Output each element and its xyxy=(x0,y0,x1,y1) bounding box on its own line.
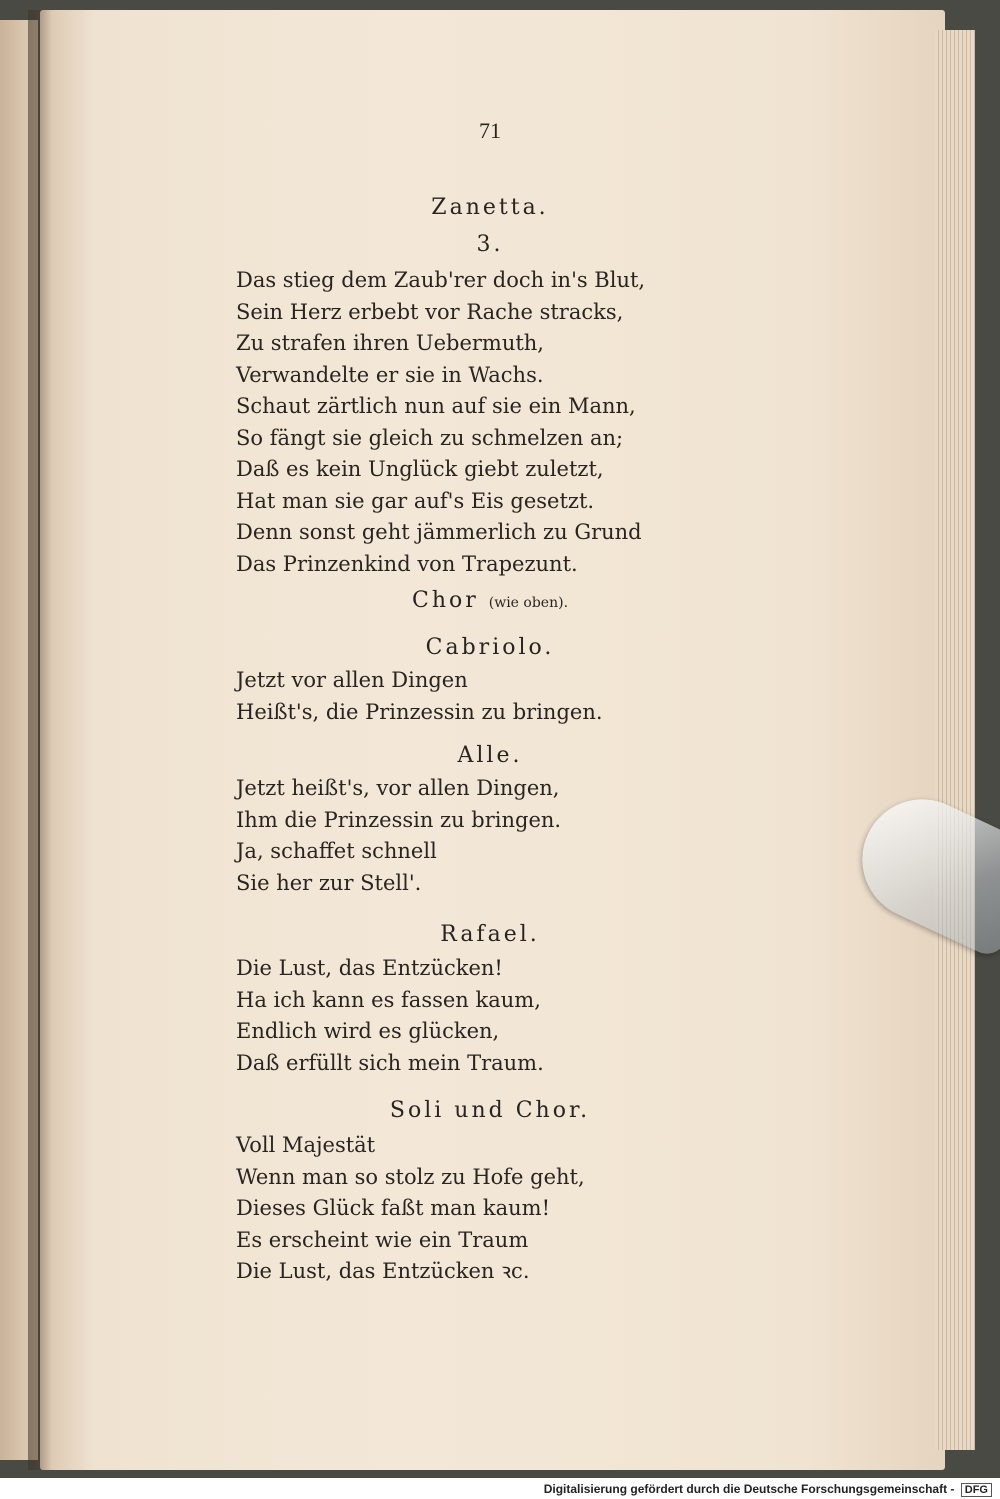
verse-line: Ja, schaffet schnell xyxy=(236,839,437,863)
verse-line: Denn sonst geht jämmerlich zu Grund xyxy=(236,520,642,544)
chor-note: (wie oben). xyxy=(488,595,569,611)
stanza-zanetta xyxy=(236,265,645,580)
stanza-cabriolo xyxy=(236,665,603,728)
heading-alle: Alle. xyxy=(457,743,523,768)
verse-line: Verwandelte er sie in Wachs. xyxy=(236,362,544,387)
dfg-logo: DFG xyxy=(961,1483,992,1497)
heading-rafael: Rafael. xyxy=(440,922,540,947)
verse-line: Heißt's, die Prinzessin zu bringen. xyxy=(236,699,603,724)
page-edges xyxy=(935,30,975,1450)
heading-cabriolo: Cabriolo. xyxy=(425,635,555,660)
page-number: 71 xyxy=(479,118,501,143)
verse-line: Die Lust, das Entzücken ꝛc. xyxy=(236,1259,530,1283)
stanza-alle xyxy=(236,773,561,899)
footer-text: Digitalisierung gefördert durch die Deutsche Forschungsgemeinschaft - xyxy=(543,1482,955,1496)
verse-line: Jetzt heißt's, vor allen Dingen, xyxy=(236,776,560,800)
verse-line: Ihm die Prinzessin zu bringen. xyxy=(236,807,562,832)
heading-soli-und-chor: Soli und Chor. xyxy=(389,1098,591,1123)
verse-line: Das Prinzenkind von Trapezunt. xyxy=(236,551,578,576)
verse-line: Die Lust, das Entzücken! xyxy=(236,956,503,980)
verse-line: Hat man sie gar auf's Eis gesetzt. xyxy=(236,488,595,513)
spine-shadow xyxy=(28,10,52,1470)
verse-line: Dieses Glück faßt man kaum! xyxy=(236,1196,551,1220)
stanza-rafael xyxy=(236,953,544,1079)
verse-line: Das stieg dem Zaub'rer doch in's Blut, xyxy=(236,268,646,292)
verse-line: Schaut zärtlich nun auf sie ein Mann, xyxy=(236,394,636,418)
verse-line: Voll Majestät xyxy=(236,1133,376,1157)
verse-line: Jetzt vor allen Dingen xyxy=(236,668,468,692)
verse-line: Sein Herz erbebt vor Rache stracks, xyxy=(236,299,624,324)
verse-line: Endlich wird es glücken, xyxy=(236,1019,500,1043)
verse-line: Zu strafen ihren Uebermuth, xyxy=(236,331,544,355)
chor-label: Chor xyxy=(411,588,479,613)
heading-zanetta: Zanetta. xyxy=(431,195,549,220)
verse-line: Sie her zur Stell'. xyxy=(236,870,422,895)
verse-line: Daß erfüllt sich mein Traum. xyxy=(236,1050,544,1075)
verse-line: Daß es kein Unglück giebt zuletzt, xyxy=(236,457,604,481)
book-page xyxy=(40,10,945,1470)
verse-line: Es erscheint wie ein Traum xyxy=(236,1227,529,1252)
stanza-number: 3. xyxy=(476,232,504,257)
stanza-soli-und-chor xyxy=(236,1130,585,1288)
digitization-footer xyxy=(544,1482,992,1497)
verse-line: Wenn man so stolz zu Hofe geht, xyxy=(236,1164,585,1189)
verse-line: Ha ich kann es fassen kaum, xyxy=(236,987,541,1012)
heading-chor xyxy=(40,588,940,613)
verse-line: So fängt sie gleich zu schmelzen an; xyxy=(236,425,624,450)
